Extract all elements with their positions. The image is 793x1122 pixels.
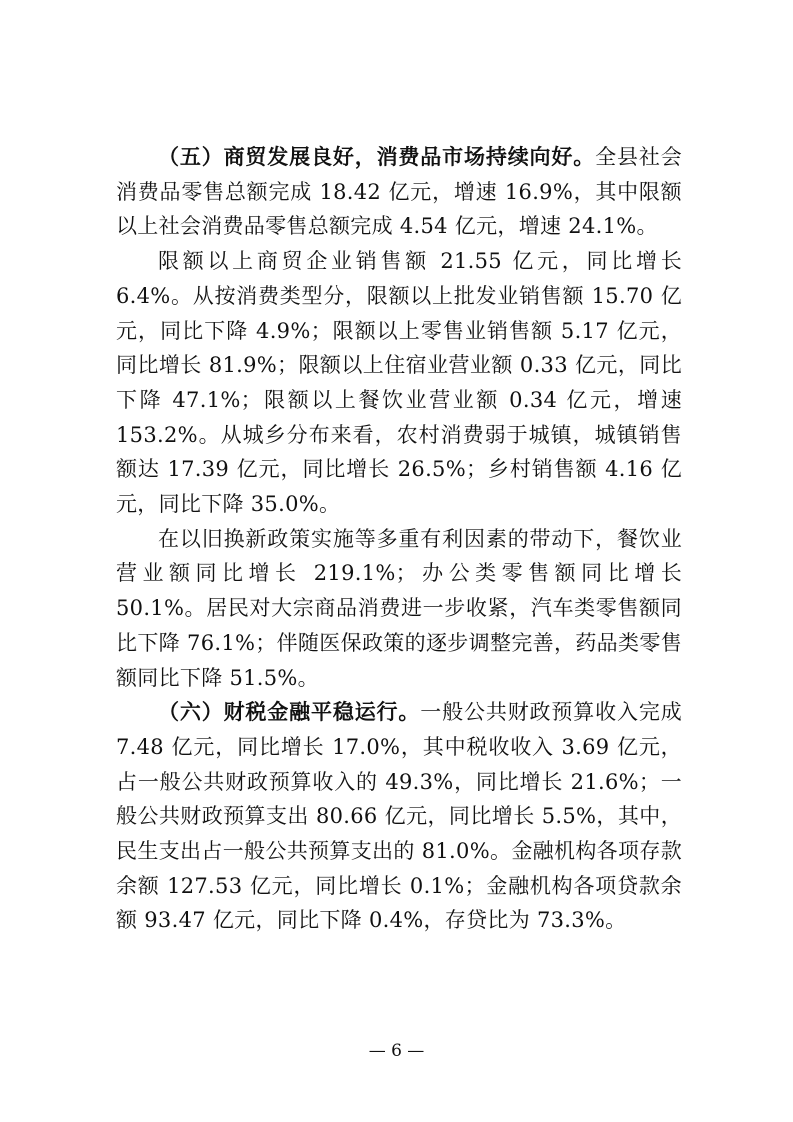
paragraph-finance: [116, 695, 682, 938]
paragraph-above-quota-sales-text: 限额以上商贸企业销售额 21.55 亿元，同比增长 6.4%。从按消费类型分，限额以上批发业销售额 15.70 亿元，同比下降 4.9%；限额以上零售业销售额 5.17 亿元，同比增长 81.9%；限额以上住宿业营业额 0.33 亿元，同比下降 47.1%；限额以上餐饮业营业额 0.34 亿元，增速 153.2%。从城乡分布来看，农村消费弱于城镇，城镇销售额达 17.39 亿元，同比增长 26.5%；乡村销售额 4.16 亿元，同比下降 35.0%。: [116, 249, 682, 517]
paragraph-finance-text: 一般公共财政预算收入完成 7.48 亿元，同比增长 17.0%，其中税收收入 3.69 亿元，占一般公共财政预算收入的 49.3%，同比增长 21.6%；一般公共财政预算支出 80.66 亿元，同比增长 5.5%，其中，民生支出占一般公共预算支出的 81.0%。金融机构各项存款余额 127.53 亿元，同比增长 0.1%；金融机构各项贷款余额 93.47 亿元，同比下降 0.4%，存贷比为 73.3%。: [116, 700, 682, 933]
paragraph-trade-in-policy: [116, 522, 682, 696]
section-heading-finance: （六）财税金融平稳运行。: [158, 700, 421, 725]
paragraph-commerce-text: 全县社会消费品零售总额完成 18.42 亿元，增速 16.9%，其中限额以上社会消费品零售总额完成 4.54 亿元，增速 24.1%。: [116, 145, 683, 239]
paragraph-above-quota-sales: [116, 244, 682, 522]
paragraph-commerce: [116, 140, 682, 244]
paragraph-trade-in-policy-text: 在以旧换新政策实施等多重有利因素的带动下，餐饮业营业额同比增长 219.1%；办公类零售额同比增长 50.1%。居民对大宗商品消费进一步收紧，汽车类零售额同比下降 76.1%；伴随医保政策的逐步调整完善，药品类零售额同比下降 51.5%。: [116, 526, 682, 690]
body-text: [116, 140, 682, 938]
page-number: — 6 —: [368, 1041, 425, 1061]
section-heading-commerce: （五）商贸发展良好，消费品市场持续向好。: [158, 145, 596, 169]
